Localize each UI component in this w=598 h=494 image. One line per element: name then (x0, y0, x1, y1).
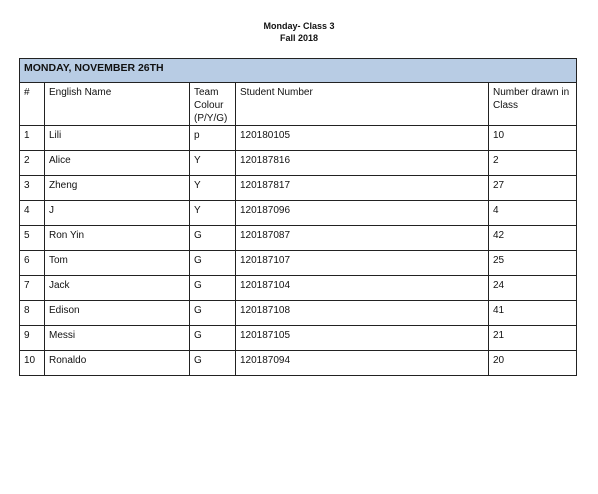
table-row (20, 351, 577, 376)
row-number-cell: 4 (20, 201, 45, 226)
row-number-cell: 5 (20, 226, 45, 251)
table-row (20, 151, 577, 176)
number-drawn-cell: 24 (489, 276, 577, 301)
team-colour-cell: G (190, 226, 236, 251)
team-colour-cell: p (190, 126, 236, 151)
table-row (20, 251, 577, 276)
english-name-cell: Lili (45, 126, 190, 151)
number-drawn-cell: 20 (489, 351, 577, 376)
english-name-cell: Ronaldo (45, 351, 190, 376)
class-roster-table (19, 58, 577, 376)
english-name-cell: Jack (45, 276, 190, 301)
document-subtitle: Fall 2018 (279, 33, 319, 43)
document-header (0, 20, 598, 44)
column-header-team-colour: Team Colour (P/Y/G) (190, 83, 236, 126)
row-number-cell: 6 (20, 251, 45, 276)
row-number-cell: 9 (20, 326, 45, 351)
student-number-cell: 120180105 (236, 126, 489, 151)
table-row (20, 126, 577, 151)
row-number-cell: 10 (20, 351, 45, 376)
table-row (20, 276, 577, 301)
column-header-row (20, 83, 577, 126)
table-row (20, 326, 577, 351)
row-number-cell: 2 (20, 151, 45, 176)
english-name-cell: Zheng (45, 176, 190, 201)
english-name-cell: Tom (45, 251, 190, 276)
team-colour-cell: G (190, 326, 236, 351)
team-colour-cell: Y (190, 151, 236, 176)
team-colour-cell: G (190, 251, 236, 276)
number-drawn-cell: 25 (489, 251, 577, 276)
team-colour-cell: Y (190, 201, 236, 226)
column-header-num: # (20, 83, 45, 126)
table-row (20, 226, 577, 251)
number-drawn-cell: 4 (489, 201, 577, 226)
team-colour-cell: G (190, 301, 236, 326)
english-name-cell: Alice (45, 151, 190, 176)
number-drawn-cell: 41 (489, 301, 577, 326)
number-drawn-cell: 10 (489, 126, 577, 151)
number-drawn-cell: 21 (489, 326, 577, 351)
table-row (20, 176, 577, 201)
row-number-cell: 3 (20, 176, 45, 201)
document-title: Monday- Class 3 (263, 21, 335, 31)
team-colour-cell: G (190, 276, 236, 301)
number-drawn-cell: 2 (489, 151, 577, 176)
date-banner: MONDAY, NOVEMBER 26TH (20, 59, 577, 83)
student-number-cell: 120187817 (236, 176, 489, 201)
table-row (20, 301, 577, 326)
student-number-cell: 120187816 (236, 151, 489, 176)
number-drawn-cell: 27 (489, 176, 577, 201)
column-header-number-drawn: Number drawn in Class (489, 83, 577, 126)
student-number-cell: 120187107 (236, 251, 489, 276)
student-number-cell: 120187105 (236, 326, 489, 351)
column-header-student-number: Student Number (236, 83, 489, 126)
table-row (20, 201, 577, 226)
row-number-cell: 7 (20, 276, 45, 301)
roster-body (20, 59, 577, 376)
student-number-cell: 120187096 (236, 201, 489, 226)
row-number-cell: 8 (20, 301, 45, 326)
student-number-cell: 120187094 (236, 351, 489, 376)
student-number-cell: 120187087 (236, 226, 489, 251)
english-name-cell: Messi (45, 326, 190, 351)
team-colour-cell: Y (190, 176, 236, 201)
column-header-english-name: English Name (45, 83, 190, 126)
team-colour-cell: G (190, 351, 236, 376)
english-name-cell: Edison (45, 301, 190, 326)
student-number-cell: 120187104 (236, 276, 489, 301)
student-number-cell: 120187108 (236, 301, 489, 326)
number-drawn-cell: 42 (489, 226, 577, 251)
date-banner-row (20, 59, 577, 83)
english-name-cell: Ron Yin (45, 226, 190, 251)
row-number-cell: 1 (20, 126, 45, 151)
english-name-cell: J (45, 201, 190, 226)
